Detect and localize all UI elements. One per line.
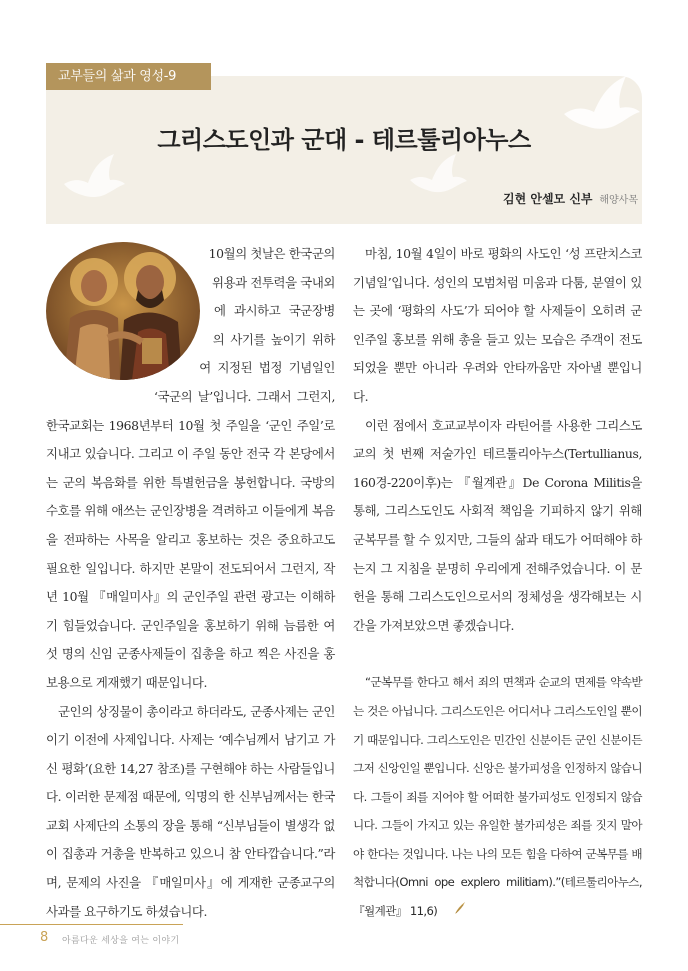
dove-icon (58, 150, 128, 212)
author-name: 김현 안셀모 신부 (503, 192, 593, 206)
page-number: 8 (40, 930, 49, 945)
leaf-icon (441, 897, 467, 926)
dove-icon (404, 150, 470, 206)
quote-text: “군복무를 한다고 해서 죄의 면책과 순교의 면제를 약속받는 것은 아닙니다. 그리스도인은 어디서나 그리스도인일 뿐이기 때문입니다. 그리스도인은 민간인 신분이든 군인 신분이든 그저 신앙인일 뿐입니다. 신앙은 불가피성을 인정하지 않습니다. 그들이 죄를 지어야 할 어떠한 불가피성도 인정되지 않습니다. 그들이 가지고 있는 유일한 불가피성은 죄를 짓지 말아야 한다는 것입니다. 나는 나의 모든 힘을 다하여 군복무를 배척합니다(Omni ope explero militiam).”(테르툴리아누스, 『월계관』 11,6) (353, 675, 642, 919)
paragraph: 이런 점에서 호교교부이자 라틴어를 사용한 그리스도교의 첫 번째 저술가인 테르툴리아누스(Tertullianus, 160경-220이후)는 『월계관』De Corona Militis을 통해, 그리스도인도 사회적 책임을 기피하지 않기 위해 군복무를 할 수 있지만, 그들의 삶과 태도가 어떠해야 하는지 그 지침을 분명히 우리에게 전해주었습니다. 이 문헌을 통해 그리스도인으로서의 정체성을 생각해보는 시간을 가져보았으면 좋겠습니다. (353, 417, 642, 633)
left-column (46, 240, 335, 926)
quote-block (353, 668, 642, 926)
author-affiliation: 해양사목 (599, 195, 638, 206)
icon-painting-image (46, 242, 200, 380)
author-line (503, 190, 638, 207)
article-title: 그리스도인과 군대 - 테르툴리아누스 (157, 126, 531, 154)
paragraph: 10월의 첫날은 한국군의 위용과 전투력을 국내외에 과시하고 국군장병의 사기를 높이기 위하여 지정된 법정 기념일인 ‘국군의 날’입니다. 그래서 그런지, 한국교회는 1968년부터 10월 첫 주일을 ‘군인 주일’로 지내고 있습니다. 그리고 이 주일 동안 전국 각 본당에서는 군의 복음화를 위한 특별헌금을 봉헌합니다. 국방의 수호를 위해 애쓰는 군인장병을 격려하고 이들에게 복음을 전파하는 사목을 알리고 홍보하는 것은 중요하고도 필요한 일입니다. 하지만 본말이 전도되어서 그런지, 작년 10월 『매일미사』의 군인주일 관련 광고는 이해하기 힘들었습니다. 군인주일을 홍보하기 위해 늠름한 여섯 명의 신임 군종사제들이 집총을 하고 찍은 사진을 홍보용으로 게재했기 때문입니다. (46, 246, 335, 690)
series-tag: 교부들의 삶과 영성-9 (46, 63, 211, 90)
footer-rule (0, 924, 183, 925)
right-column (353, 240, 642, 926)
magazine-name: 아름다운 세상을 여는 이야기 (62, 936, 180, 946)
paragraph: 군인의 상징물이 총이라고 하더라도, 군종사제는 군인이기 이전에 사제입니다. 사제는 ‘예수님께서 남기고 가신 평화’(요한 14,27 참조)를 구현해야 하는 사람들입니다. 이러한 문제점 때문에, 익명의 한 신부님께서는 한국교회 사제단의 소통의 장을 통해 “신부님들이 별생각 없이 집총과 거총을 반복하고 있으니 참 안타깝습니다.”라며, 문제의 사진을 『매일미사』에 게재한 군종교구의 사과를 요구하기도 하셨습니다. (46, 703, 335, 919)
paragraph: 마침, 10월 4일이 바로 평화의 사도인 ‘성 프란치스코 기념일’입니다. 성인의 모범처럼 미움과 다툼, 분열이 있는 곳에 ‘평화의 사도’가 되어야 할 사제들이 오히려 군인주일 홍보를 위해 총을 들고 있는 모습은 주객이 전도되었을 뿐만 아니라 우려와 안타까움만 자아낼 뿐입니다. (353, 246, 642, 404)
